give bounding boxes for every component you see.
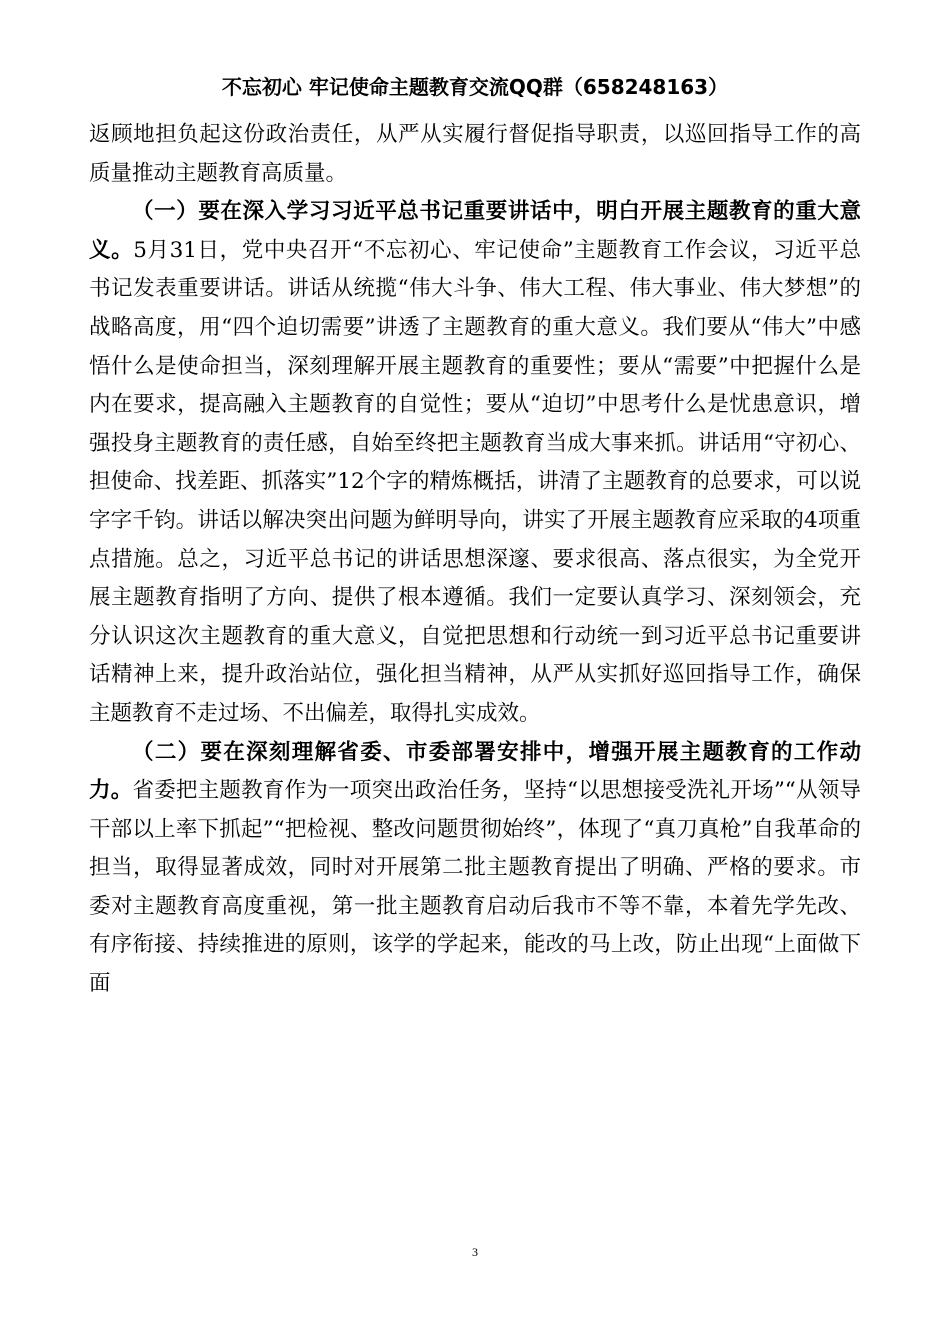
document-body	[89, 116, 861, 1004]
paragraph-section-1	[89, 193, 861, 733]
paragraph-text: 返顾地担负起这份政治责任，从严从实履行督促指导职责，以巡回指导工作的高质量推动主题教育高质量。	[89, 122, 861, 186]
paragraph-section-2	[89, 734, 861, 1004]
section-heading-1: （一）要在深入学习习近平总书记重要讲话中，明白开展主题教育的重大意义。	[89, 199, 861, 263]
page-header-title: 不忘初心 牢记使命主题教育交流QQ群（658248163）	[221, 75, 729, 99]
paragraph-continuation	[89, 116, 861, 193]
paragraph-text: 省委把主题教育作为一项突出政治任务，坚持“以思想接受洗礼开场”“从领导干部以上率下抓起”“把检视、整改问题贯彻始终”，体现了“真刀真枪”自我革命的担当，取得显著成效，同时对开展第二批主题教育提出了明确、严格的要求。市委对主题教育高度重视，第一批主题教育启动后我市不等不靠，本着先学先改、有序衔接、持续推进的原则，该学的学起来，能改的马上改，防止出现“上面做下面	[89, 778, 861, 997]
section-heading-2: （二）要在深刻理解省委、市委部署安排中，增强开展主题教育的工作动力。	[89, 739, 861, 804]
page-number: 3	[472, 1245, 478, 1259]
paragraph-text: 5月31日，党中央召开“不忘初心、牢记使命”主题教育工作会议，习近平总书记发表重要讲话。讲话从统揽“伟大斗争、伟大工程、伟大事业、伟大梦想”的战略高度，用“四个迫切需要”讲透了主题教育的重大意义。我们要从“伟大”中感悟什么是使命担当，深刻理解开展主题教育的重要性；要从“需要”中把握什么是内在要求，提高融入主题教育的自觉性；要从“迫切”中思考什么是忧患意识，增强投身主题教育的责任感，自始至终把主题教育当成大事来抓。讲话用“守初心、担使命、找差距、抓落实”12个字的精炼概括，讲清了主题教育的总要求，可以说字字千钧。讲话以解决突出问题为鲜明导向，讲实了开展主题教育应采取的4项重点措施。总之，习近平总书记的讲话思想深邃、要求很高、落点很实，为全党开展主题教育指明了方向、提供了根本遵循。我们一定要认真学习、深刻领会，充分认识这次主题教育的重大意义，自觉把思想和行动统一到习近平总书记重要讲话精神上来，提升政治站位，强化担当精神，从严从实抓好巡回指导工作，确保主题教育不走过场、不出偏差，取得扎实成效。	[89, 237, 861, 726]
